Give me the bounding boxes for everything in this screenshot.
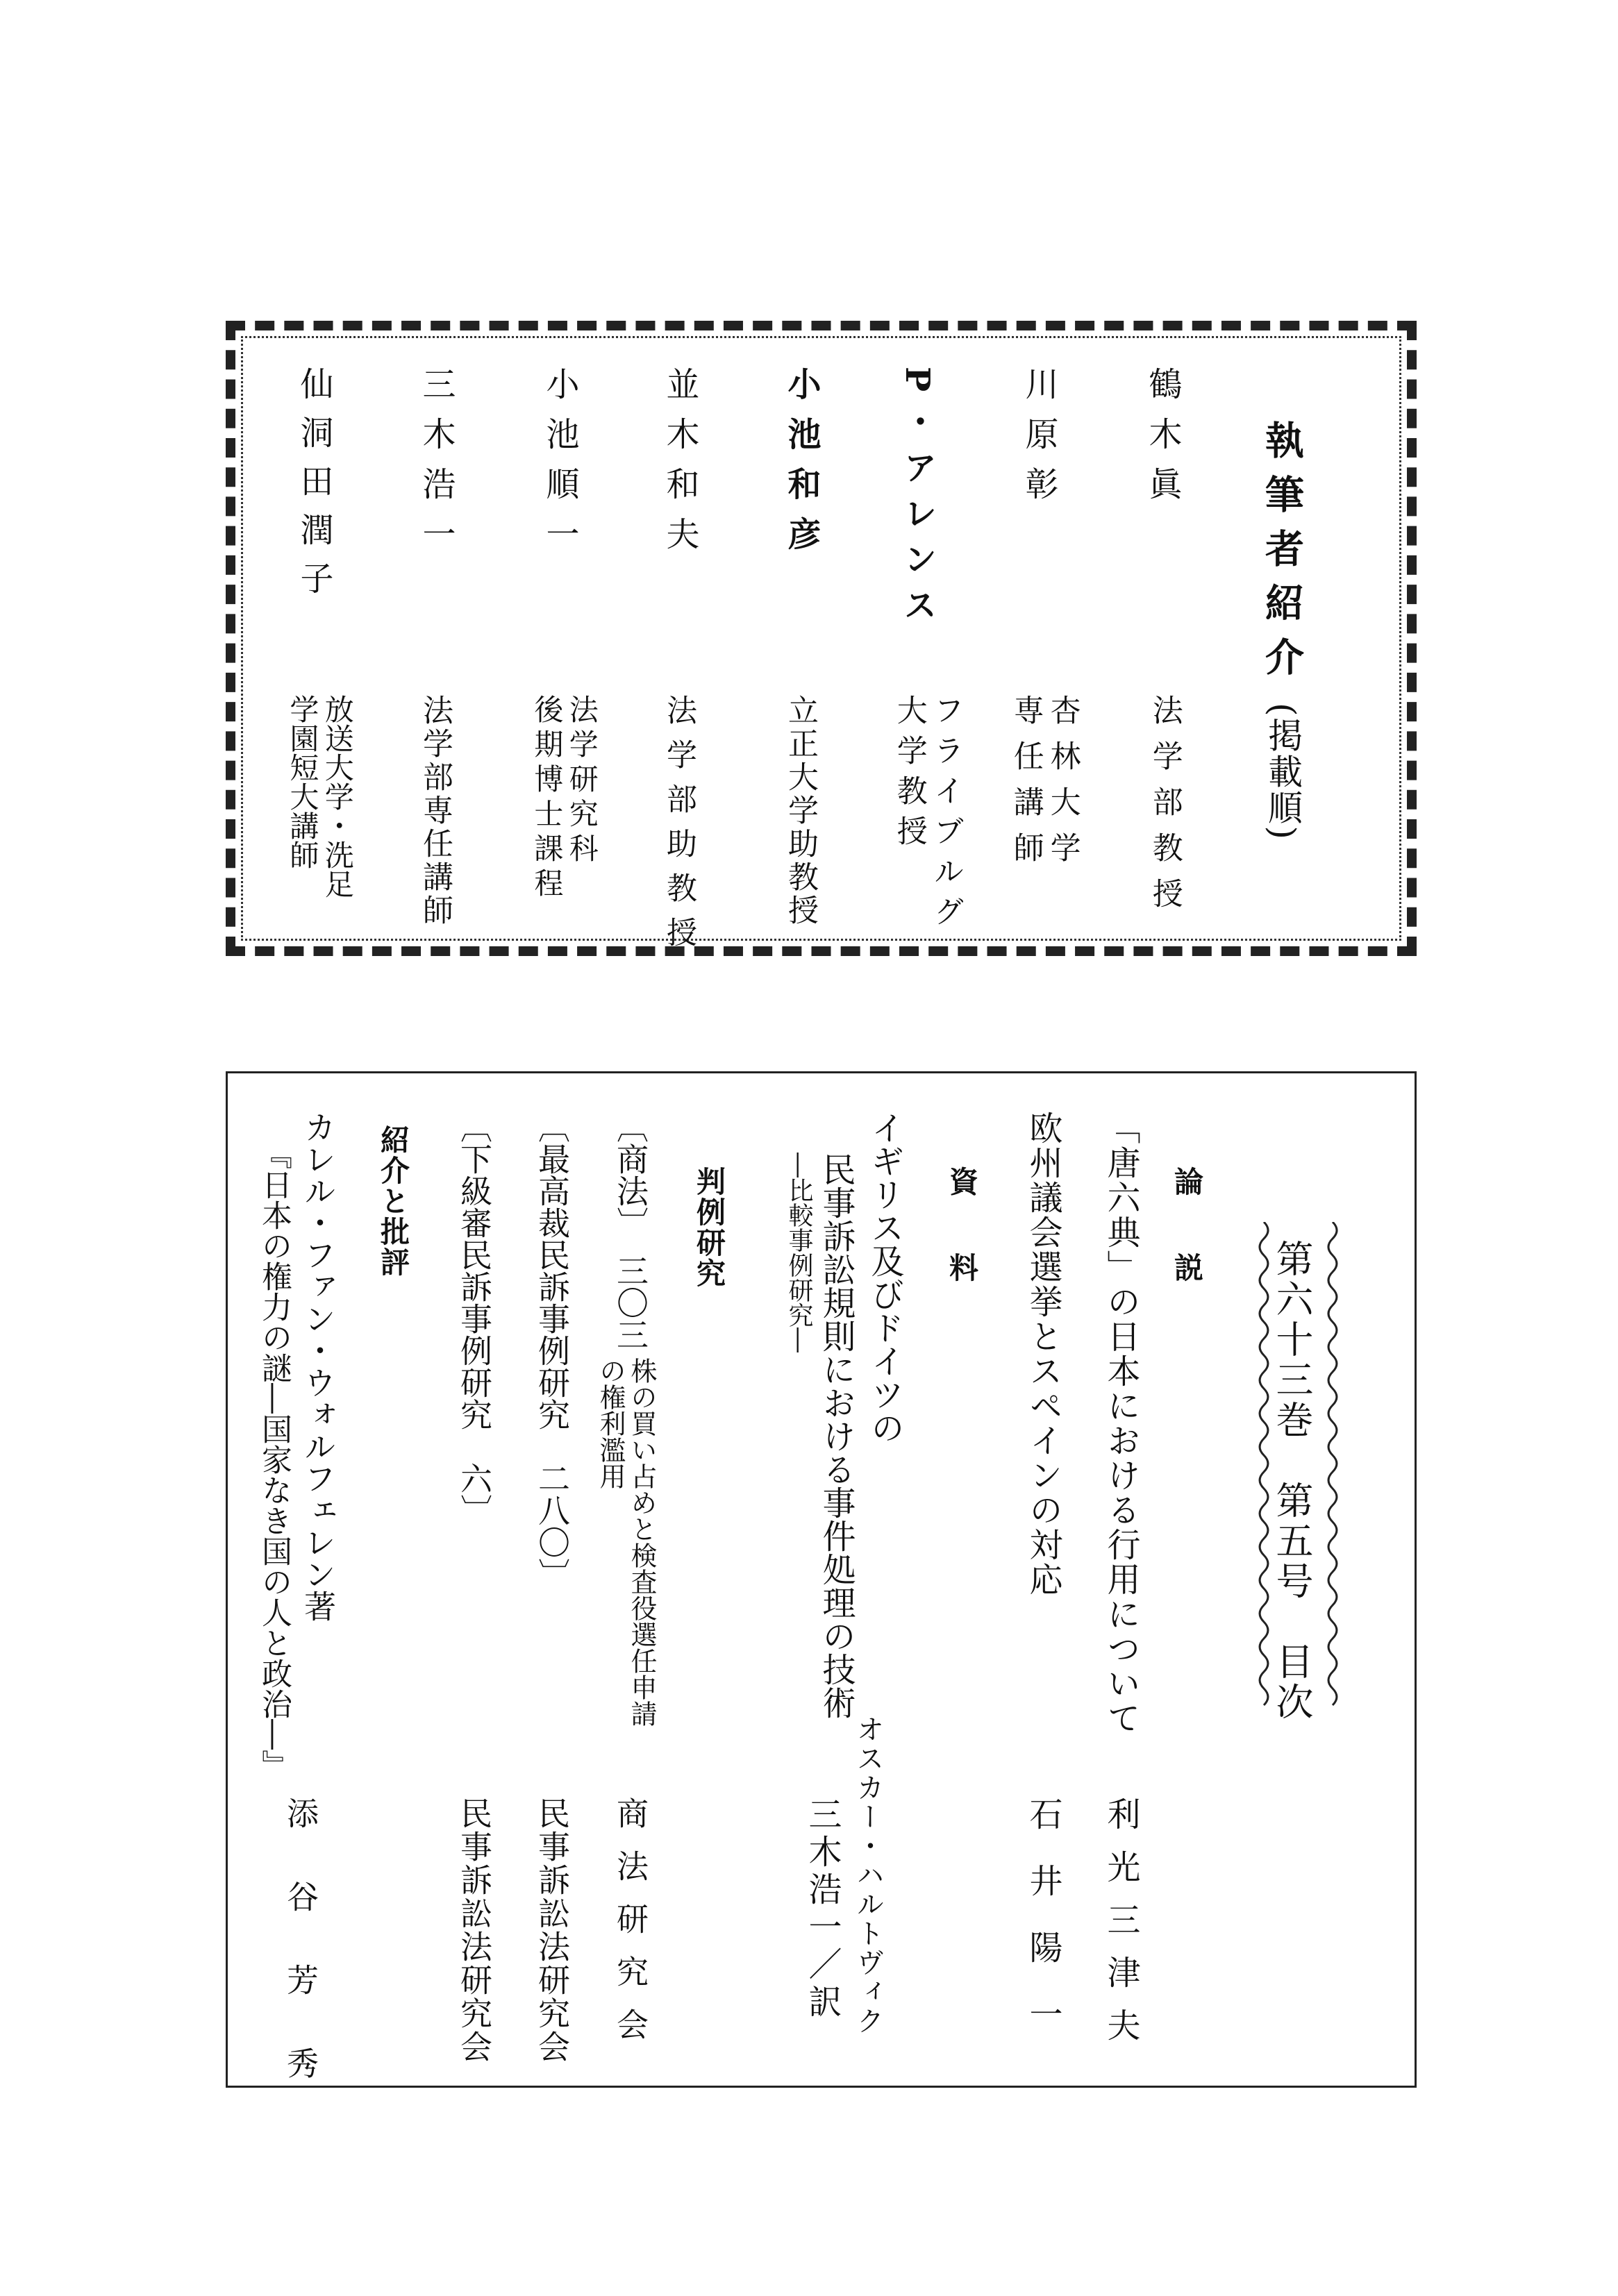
contributor-title: 法学部教授: [1146, 694, 1183, 923]
material-author: オスカー・ハルトヴィク: [852, 1715, 884, 2036]
article-title[interactable]: 「唐六典」の日本における行用について: [1101, 1111, 1140, 1736]
contributor-name: 三木浩一: [417, 367, 456, 567]
contributor-title: 放送大学・洗足 学園短大講師: [285, 694, 355, 898]
toc-title: 第六十三巻 第五号 目次: [1270, 1239, 1314, 1723]
contributor-name: 小池順一: [540, 367, 579, 567]
section-heading-shiryo: 資 料: [945, 1166, 979, 1296]
contributor-title: 法学部助教授: [661, 694, 697, 961]
case-author: 商法研究会: [612, 1797, 649, 2061]
article-author: 利光三津夫: [1101, 1797, 1140, 2061]
article-author: 石井陽一: [1024, 1797, 1062, 2063]
case-label[interactable]: 〔下級審民訴事例研究 六〕: [456, 1111, 493, 1526]
contributor-name: 川原彰: [1019, 367, 1058, 517]
contributor-name: 小池和彦: [782, 367, 821, 567]
material-title-line2[interactable]: 民事訴訟規則における事件処理の技術: [817, 1153, 856, 1719]
review-reviewer: 添谷芳秀: [282, 1797, 319, 2130]
contributor-name: 仙洞田潤子: [294, 367, 333, 610]
section-heading-shokai: 紹介と批評: [376, 1125, 410, 1277]
contributors-heading-note: (掲載順): [1262, 703, 1303, 841]
section-heading-ronsetsu: 論 説: [1170, 1166, 1204, 1296]
case-author: 民事訴訟法研究会: [533, 1797, 571, 2063]
contributor-name: 鶴木眞: [1143, 367, 1182, 517]
case-label[interactable]: 〔最高裁民訴事例研究 二八〇〕: [533, 1111, 571, 1590]
contributors-heading: 執筆者紹介: [1259, 420, 1305, 691]
contributor-title: フライブルグ 大学教授: [891, 694, 964, 936]
contributor-name: 並木和夫: [660, 367, 699, 567]
case-title-line2[interactable]: の権利濫用: [595, 1357, 626, 1489]
contributor-title: 法学研究科 後期博士課程: [530, 694, 599, 903]
case-label[interactable]: 〔商法〕 三〇三: [612, 1111, 649, 1350]
review-author-line[interactable]: カレル・ファン・ウォルフェレン著: [299, 1111, 337, 1622]
contributor-title: 立正大学助教授: [783, 694, 818, 928]
section-heading-hanrei: 判例研究: [692, 1166, 726, 1289]
toc-title-wavy-right: [1324, 1222, 1341, 1711]
review-title[interactable]: 『日本の権力の謎―国家なき国の人と政治―』: [256, 1139, 292, 1780]
article-title[interactable]: 欧州議会選挙とスペインの対応: [1024, 1111, 1062, 1597]
material-title-line1[interactable]: イギリス及びドイツの: [865, 1111, 904, 1444]
material-translator: 三木浩一／訳: [803, 1797, 842, 2022]
case-title-line1[interactable]: 株の買い占めと検査役選任申請: [626, 1357, 657, 1727]
contributor-title: 法学部専任講師: [417, 694, 453, 928]
material-subtitle: ―比較事例研究―: [785, 1153, 813, 1352]
contributor-title: 杏林大学 専任講師: [1008, 694, 1081, 878]
case-author: 民事訴訟法研究会: [456, 1797, 493, 2063]
contributors-box: [226, 321, 1417, 956]
contributor-name: P・アレンス: [898, 367, 937, 634]
